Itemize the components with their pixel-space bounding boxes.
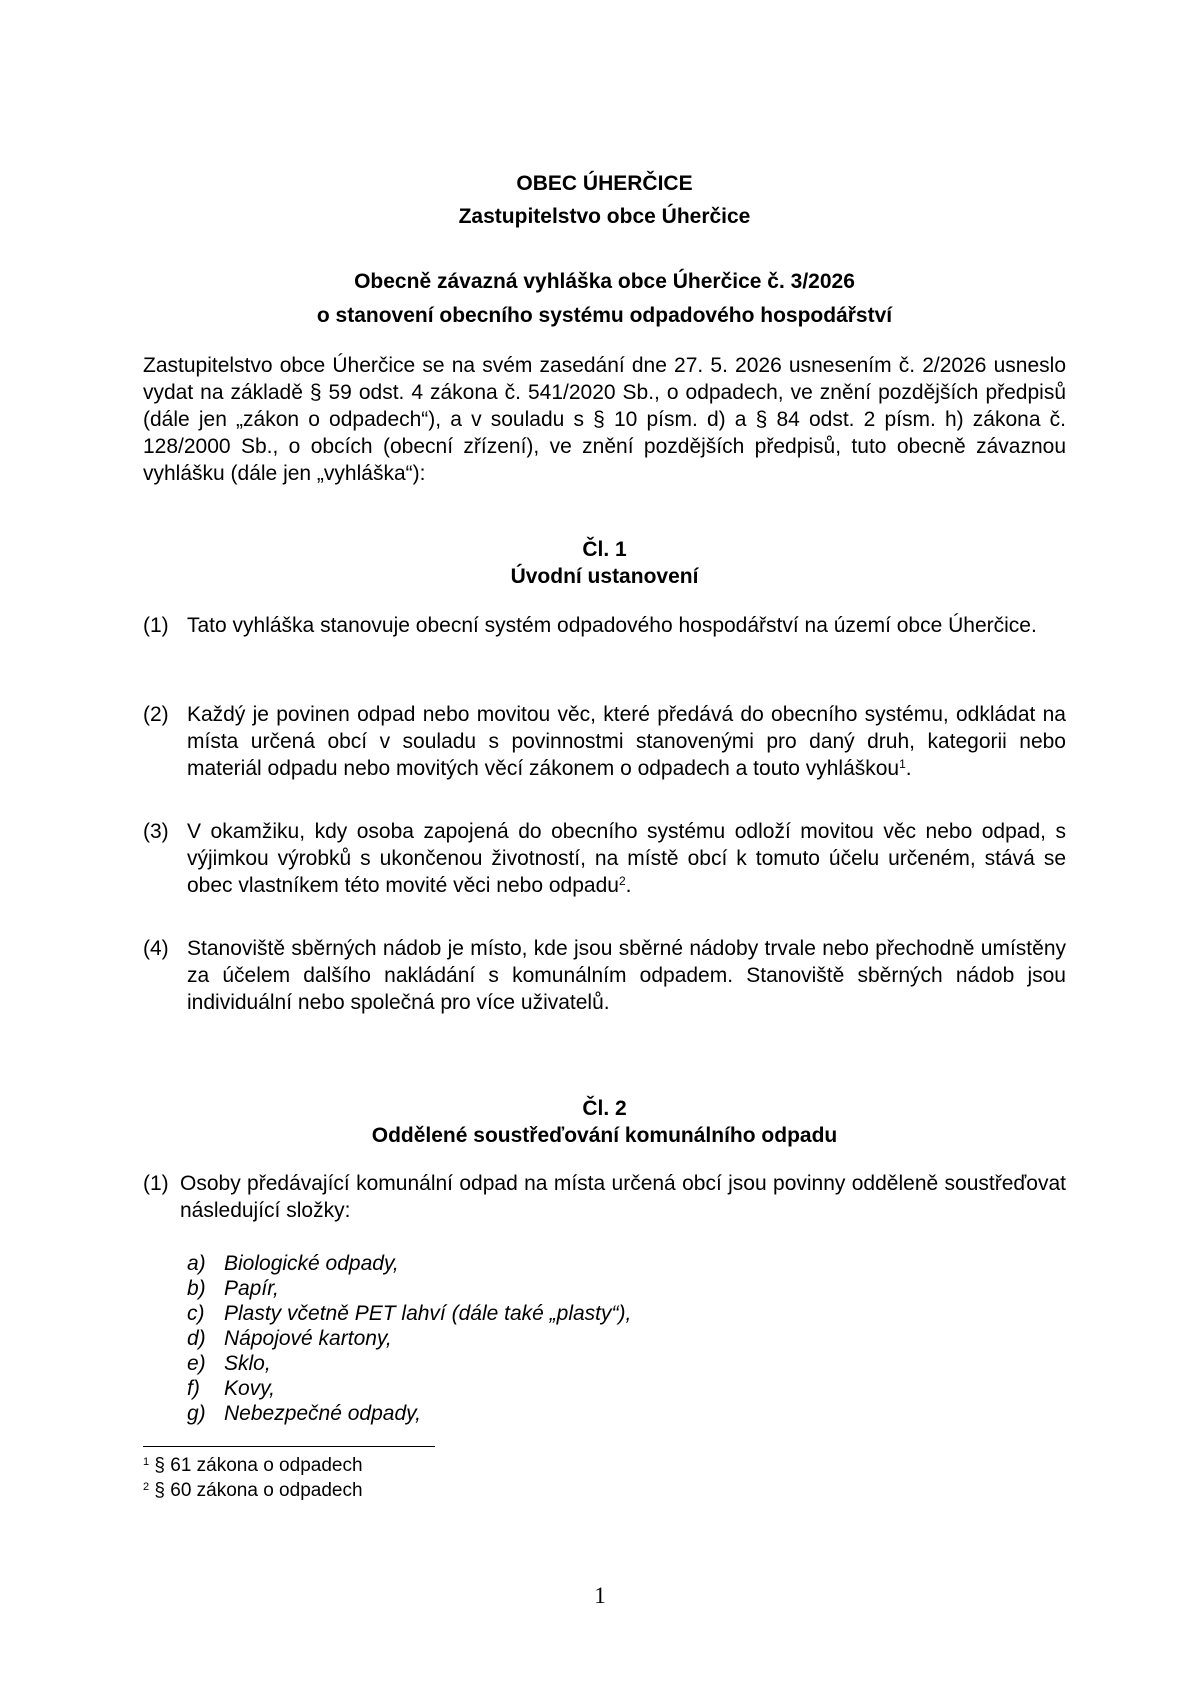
list-item (187, 1275, 887, 1300)
list-item-text: Kovy, (224, 1377, 275, 1400)
preamble: Zastupitelstvo obce Úherčice se na svém zasedání dne 27. 5. 2026 usnesením č. 2/2026 usneslo vydat na základě § 59 odst. 4 zákona č. 541/2020 Sb., o odpadech, ve znění pozdějších předpisů (dále jen „zákon o odpadech“), a v souladu s § 10 písm. d) a § 84 odst. 2 písm. h) zákona č. 128/2000 Sb., o obcích (obecní zřízení), ve znění pozdějších předpisů, tuto obecně závaznou vyhlášku (dále jen „vyhláška“): (143, 354, 1066, 485)
footnotes (143, 1453, 743, 1503)
paragraph-text: V okamžiku, kdy osoba zapojená do obecního systému odloží movitou věc nebo odpad, s výjimkou výrobků s ukončenou životností, na místě obcí k tomuto účelu určeném, stává se obec vlastníkem této movité věci nebo odpadu (187, 820, 1066, 897)
ordinance-title: Obecně závazná vyhláška obce Úherčice č. 3/2026 (354, 270, 855, 293)
article-2-paragraph-1 (143, 1170, 1066, 1224)
article-1-number: Čl. 1 (582, 538, 627, 561)
list-item (187, 1325, 887, 1350)
article-1-paragraph-3 (143, 818, 1066, 899)
article-1-heading: Úvodní ustanovení (510, 565, 699, 588)
list-item-text: Plasty včetně PET lahví (dále také „plasty“), (224, 1302, 632, 1325)
waste-components-list (187, 1250, 887, 1425)
footnote-mark: 1 (143, 1456, 150, 1468)
footnote (143, 1478, 743, 1503)
list-item-label: g) (187, 1402, 206, 1425)
list-item-text: Nebezpečné odpady, (224, 1402, 421, 1425)
paragraph-number: (1) (143, 1172, 169, 1195)
list-item-label: f) (187, 1377, 200, 1400)
footnote (143, 1453, 743, 1478)
municipality-name: OBEC ÚHERČICE (516, 172, 693, 195)
list-item-label: d) (187, 1327, 206, 1350)
paragraph-text: Osoby předávající komunální odpad na místa určená obcí jsou povinny odděleně soustřeďovat následující složky: (180, 1172, 1066, 1222)
paragraph-number: (1) (143, 614, 169, 637)
ordinance-subtitle: o stanovení obecního systému odpadového hospodářství (316, 304, 893, 327)
footnote-separator (143, 1446, 435, 1447)
article-2-heading: Oddělené soustřeďování komunálního odpadu (371, 1124, 838, 1147)
article-1-paragraph-2 (143, 701, 1066, 782)
paragraph-text: Stanoviště sběrných nádob je místo, kde jsou sběrné nádoby trvale nebo přechodně umístěny za účelem dalšího nakládání s komunálním odpadem. Stanoviště sběrných nádob jsou individuální nebo společná pro více uživatelů. (187, 937, 1066, 1014)
footnote-ref[interactable]: 1 (899, 757, 906, 771)
page-number: 1 (594, 1583, 606, 1608)
paragraph-number: (4) (143, 937, 169, 960)
list-item (187, 1250, 887, 1275)
paragraph-number: (2) (143, 703, 169, 726)
paragraph-text-wrapper (187, 818, 1066, 899)
footnote-ref[interactable]: 2 (618, 874, 626, 888)
paragraph-text-wrapper (187, 701, 1066, 782)
list-item-label: e) (187, 1352, 206, 1375)
list-item-label: b) (187, 1277, 206, 1300)
list-item-text: Papír, (224, 1277, 279, 1300)
paragraph-end: . (625, 874, 632, 897)
list-item-text: Biologické odpady, (224, 1252, 399, 1275)
paragraph-number: (3) (143, 820, 169, 843)
paragraph-text: Tato vyhláška stanovuje obecní systém odpadového hospodářství na území obce Úherčice. (187, 614, 1037, 637)
list-item (187, 1375, 887, 1400)
footnote-text: § 60 zákona o odpadech (154, 1480, 363, 1501)
article-2-number: Čl. 2 (582, 1097, 627, 1120)
council-name: Zastupitelstvo obce Úherčice (458, 205, 751, 228)
list-item-text: Nápojové kartony, (224, 1327, 392, 1350)
list-item-label: a) (187, 1252, 206, 1275)
list-item-label: c) (187, 1302, 205, 1325)
article-1-paragraph-1 (143, 612, 1066, 639)
list-item (187, 1400, 887, 1425)
paragraph-text: Každý je povinen odpad nebo movitou věc, které předává do obecního systému, odkládat na místa určená obcí v souladu s povinnostmi stanovenými pro daný druh, kategorii nebo materiál odpadu nebo movitých věcí zákonem o odpadech a touto vyhláškou (187, 703, 1066, 780)
list-item-text: Sklo, (224, 1352, 271, 1375)
footnote-mark: 2 (143, 1481, 150, 1493)
list-item (187, 1300, 887, 1325)
paragraph-end: . (905, 757, 912, 780)
list-item (187, 1350, 887, 1375)
footnote-text: § 61 zákona o odpadech (154, 1455, 363, 1476)
article-1-paragraph-4 (143, 935, 1066, 1016)
